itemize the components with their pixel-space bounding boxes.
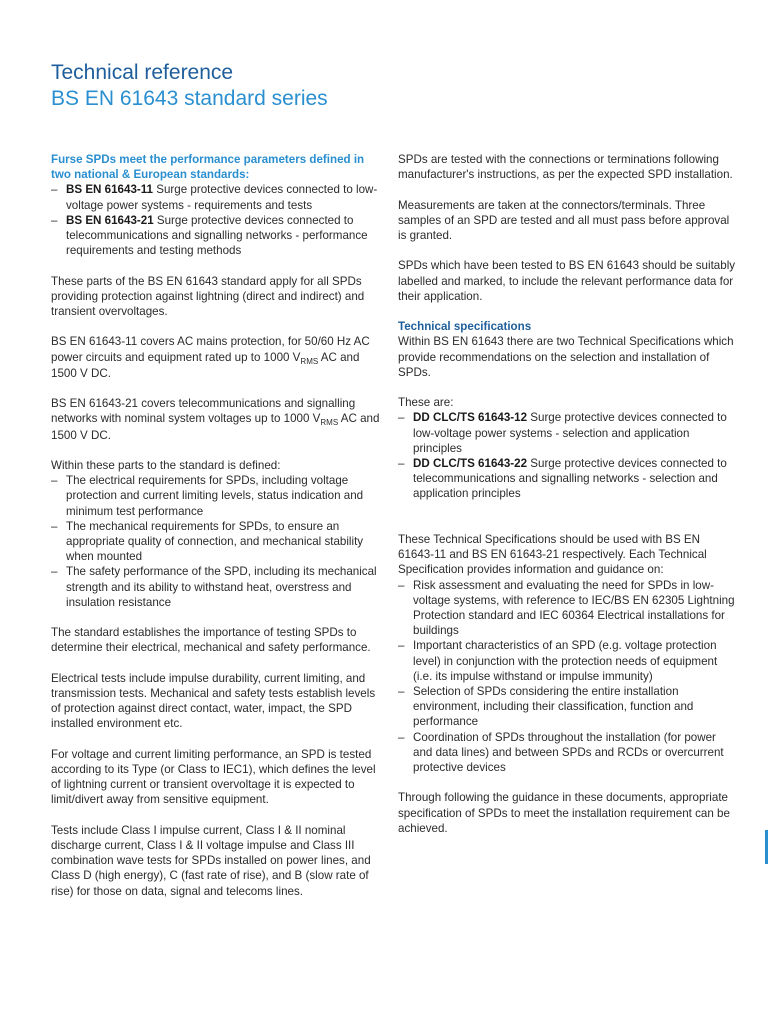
left-column xyxy=(51,152,383,914)
spec-desc: Surge protective devices connected to low-voltage power systems - selection and application principles xyxy=(413,411,727,455)
text: AC and 1500 V DC. xyxy=(51,350,360,380)
subscript: RMS xyxy=(300,356,319,366)
standard-code: BS EN 61643-11 xyxy=(66,183,154,197)
standards-list xyxy=(51,182,383,258)
paragraph-electrical: Electrical tests include impulse durability, current limiting, and transmission tests. Mechanical and safety tests establish levels of protection against direct contact, water, impact, the SPD installed environment etc. xyxy=(51,671,376,731)
page-header xyxy=(51,60,328,112)
specs-list xyxy=(398,410,738,501)
paragraph-importance: The standard establishes the importance of testing SPDs to determine their electrical, mechanical and safety performance. xyxy=(51,626,371,655)
list-item xyxy=(51,182,383,212)
standard-desc: Surge protective devices connected to telecommunications and signalling networks - performance requirements and testing methods xyxy=(66,213,368,258)
paragraph-two-specs: Within BS EN 61643 there are two Technical Specifications which provide recommendations on the selection and installation of SPDs. xyxy=(398,335,734,379)
list-item xyxy=(51,213,383,259)
list-item: – The mechanical requirements for SPDs, to ensure an appropriate quality of connection, and mechanical stability when mounted xyxy=(51,519,383,565)
paragraph-tests: Tests include Class I impulse current, Class I & II nominal discharge current, Class I & II voltage impulse and Class III combination wave tests for SPDs installed on power lines, and Class D (high energy), C (fast rate of rise), and B (slow rate of rise) for those on data, signal and telecoms lines. xyxy=(51,823,371,898)
standard-desc: Surge protective devices connected to low-voltage power systems - requirements and tests xyxy=(66,183,378,212)
defined-list xyxy=(51,473,383,610)
these-are: These are: xyxy=(398,396,454,410)
guidance-list xyxy=(398,578,738,776)
paragraph-guidance: These Technical Specifications should be used with BS EN 61643-11 and BS EN 61643-21 respectively. Each Technical Specification provides information and guidance on: xyxy=(398,533,707,577)
list-item: – Coordination of SPDs throughout the installation (for power and data lines) and between SPDs and RCDs or overcurrent protective devices xyxy=(398,730,738,776)
text: AC and 1500 V DC. xyxy=(51,412,380,442)
defined-intro: Within these parts to the standard is defined: xyxy=(51,459,281,472)
paragraph-through: Through following the guidance in these documents, appropriate specification of SPDs to meet the installation requirement can be achieved. xyxy=(398,791,730,835)
paragraph-apply: These parts of the BS EN 61643 standard apply for all SPDs providing protection against lightning (direct and indirect) and transient overvoltages. xyxy=(51,274,365,319)
section-heading: Technical specifications xyxy=(398,320,532,334)
paragraph-ac xyxy=(51,334,383,381)
paragraph-connections: SPDs are tested with the connections or terminations following manufacturer's instructions, as per the expected SPD installation. xyxy=(398,153,733,182)
intro-heading: Furse SPDs meet the performance parameters defined in two national & European standards: xyxy=(51,153,365,182)
spec-code: DD CLC/TS 61643-12 xyxy=(413,411,528,425)
paragraph-labelled: SPDs which have been tested to BS EN 61643 should be suitably labelled and marked, to include the relevant performance data for their application. xyxy=(398,259,736,303)
standard-code: BS EN 61643-21 xyxy=(66,213,154,227)
text: BS EN 61643-21 covers telecommunications and signalling networks with nominal system voltages up to 1000 V xyxy=(51,397,356,426)
paragraph-measure: Measurements are taken at the connectors/terminals. Three samples of an SPD are tested and all must pass before approval is granted. xyxy=(398,198,730,242)
page-title: Technical reference xyxy=(51,61,234,84)
list-item: – Selection of SPDs considering the entire installation environment, including their classification, function and performance xyxy=(398,684,738,730)
spec-code: DD CLC/TS 61643-22 xyxy=(413,457,528,470)
list-item: – Risk assessment and evaluating the need for SPDs in low-voltage systems, with reference to IEC/BS EN 62305 Lightning Protection standard and IEC 60364 Electrical installations for buildings xyxy=(398,578,738,639)
subscript: RMS xyxy=(320,418,339,428)
right-column xyxy=(398,152,738,851)
list-item: – Important characteristics of an SPD (e.g. voltage protection level) in conjunction with the protection needs of equipment (i.e. its impulse withstand or impulse immunity) xyxy=(398,638,738,684)
list-item xyxy=(398,456,738,502)
list-item: – The electrical requirements for SPDs, including voltage protection and current limiting levels, status indication and minimum test performance xyxy=(51,473,383,519)
spec-desc: Surge protective devices connected to telecommunications and signalling networks - selection and application principles xyxy=(413,457,727,501)
paragraph-voltage: For voltage and current limiting performance, an SPD is tested according to its Type (or Class to IEC1), which defines the level of lightning current or transient overvoltage it is expected to limit/divert away from sensitive equipment. xyxy=(51,747,376,807)
text: BS EN 61643-11 covers AC mains protection, for 50/60 Hz AC power circuits and equipment rated up to 1000 V xyxy=(51,335,370,364)
list-item: – The safety performance of the SPD, including its mechanical strength and its ability to withstand heat, overstress and insulation resistance xyxy=(51,564,383,610)
paragraph-telecom xyxy=(51,396,383,443)
list-item xyxy=(398,410,738,456)
page-subtitle: BS EN 61643 standard series xyxy=(51,87,328,110)
